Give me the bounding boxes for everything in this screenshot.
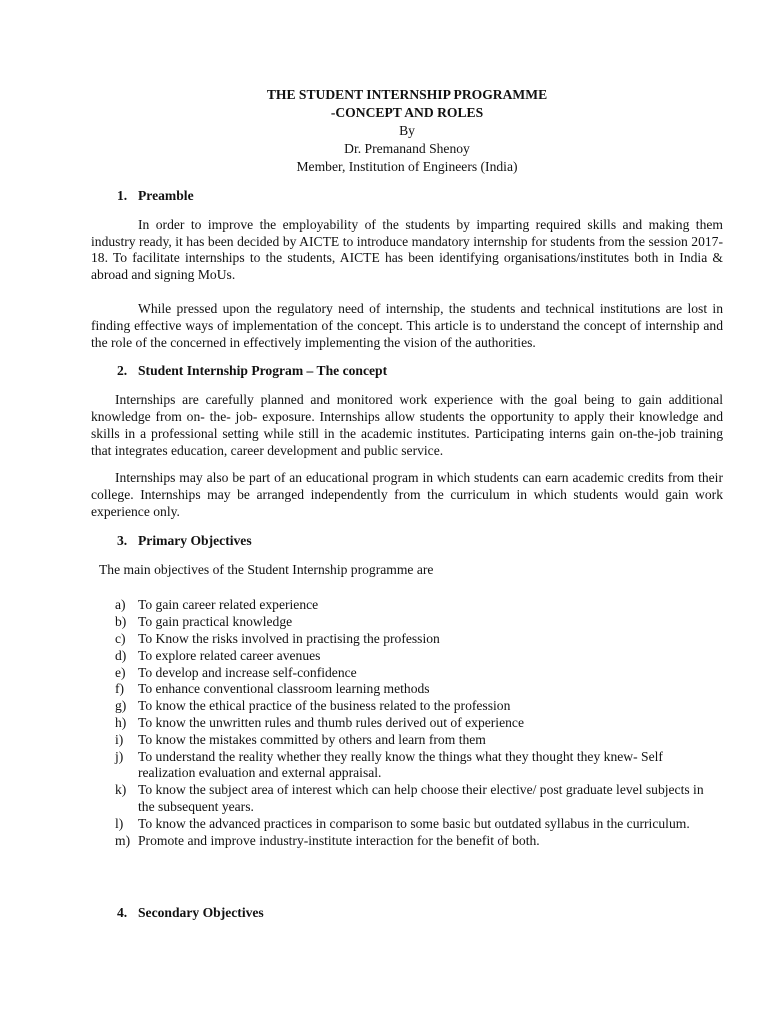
author-name: Dr. Premanand Shenoy [344,141,470,156]
list-item [91,698,723,715]
list-marker: m) [115,832,131,848]
section-number: 1. [117,188,128,203]
list-item [91,782,723,816]
section-title: Preamble [138,188,194,203]
section-number: 3. [117,532,128,548]
list-item-text: To know the advanced practices in comparison to some basic but outdated syllabus in the curriculum. [138,815,690,831]
list-marker: g) [115,698,127,714]
section-number: 2. [117,363,128,379]
list-item-text: To gain career related experience [138,597,319,613]
paragraph: In order to improve the employability of the students by imparting required skills and making them industry ready, it has been decided by AICTE to introduce mandatory internship for students from the session 2017-18. To facilitate internships to the students, AICTE has been identifying organisations/institutes both in India & abroad and signing MoUs. [91,216,723,283]
section-heading-preamble [91,188,723,205]
list-item [91,816,723,833]
list-item [91,749,723,783]
paragraph: While pressed upon the regulatory need of internship, the students and technical institutions are lost in finding effective ways of implementation of the concept. This article is to understand the concept of internship and the role of the concerned in effectively implementing the vision of the authorities. [91,300,723,350]
document-subtitle: -CONCEPT AND ROLES [330,105,484,120]
section-number: 4. [117,905,128,921]
paragraph: Internships are carefully planned and monitored work experience with the goal being to gain additional knowledge from on- the- job- exposure. Internships allow students the opportunity to apply their knowledge and skills in a professional setting while still in the academic institutes. Participating interns gain on-the-job training that integrates education, career development and public service. [91,392,723,458]
list-item [91,665,723,682]
document-title: THE STUDENT INTERNSHIP PROGRAMME [266,87,548,102]
list-item [91,614,723,631]
list-marker: c) [115,630,126,646]
list-item [91,833,723,850]
list-marker: d) [115,647,127,663]
section-title: Student Internship Program – The concept [138,363,388,379]
list-item [91,681,723,698]
list-item-text: Promote and improve industry-institute interaction for the benefit of both. [138,832,540,848]
section-title: Primary Objectives [138,532,252,548]
objectives-list [91,597,723,849]
list-item-text: To explore related career avenues [138,647,321,663]
list-marker: a) [115,597,126,613]
section-heading-primary-objectives [91,533,723,550]
list-item-text: To know the ethical practice of the business related to the profession [138,698,511,714]
list-marker: f) [115,681,125,697]
list-item-text: To know the mistakes committed by others and learn from them [138,731,486,747]
list-marker: b) [115,614,127,630]
list-item-text: To know the subject area of interest which can help choose their elective/ post graduate level subjects in the subsequent years. [138,782,704,814]
section-heading-secondary-objectives [91,905,723,922]
list-item [91,732,723,749]
byline: By [399,123,415,138]
list-intro: The main objectives of the Student Internship programme are [99,561,434,577]
author-affiliation: Member, Institution of Engineers (India) [296,159,518,174]
list-item-text: To enhance conventional classroom learning methods [138,681,430,697]
list-item-text: To gain practical knowledge [138,614,293,630]
list-item-text: To Know the risks involved in practising the profession [138,630,440,646]
title-block [91,86,723,176]
section-title: Secondary Objectives [138,905,264,921]
list-item [91,631,723,648]
list-marker: e) [115,664,126,680]
list-marker: l) [115,815,124,831]
list-item-text: To understand the reality whether they really know the things what they thought they knew- Self realization evaluation and external appraisal. [138,748,663,781]
list-item [91,648,723,665]
document-page [91,86,723,934]
list-item-text: To develop and increase self-confidence [138,664,357,680]
list-marker: i) [115,731,124,747]
list-item-text: To know the unwritten rules and thumb rules derived out of experience [138,714,524,730]
list-item [91,715,723,732]
list-marker: k) [115,782,127,798]
list-marker: h) [115,714,127,730]
list-item [91,597,723,614]
section-heading-concept [91,363,723,380]
paragraph: Internships may also be part of an educational program in which students can earn academic credits from their college. Internships may be arranged independently from the curriculum in which students would gain work experience only. [91,470,723,519]
list-marker: j) [115,748,124,764]
